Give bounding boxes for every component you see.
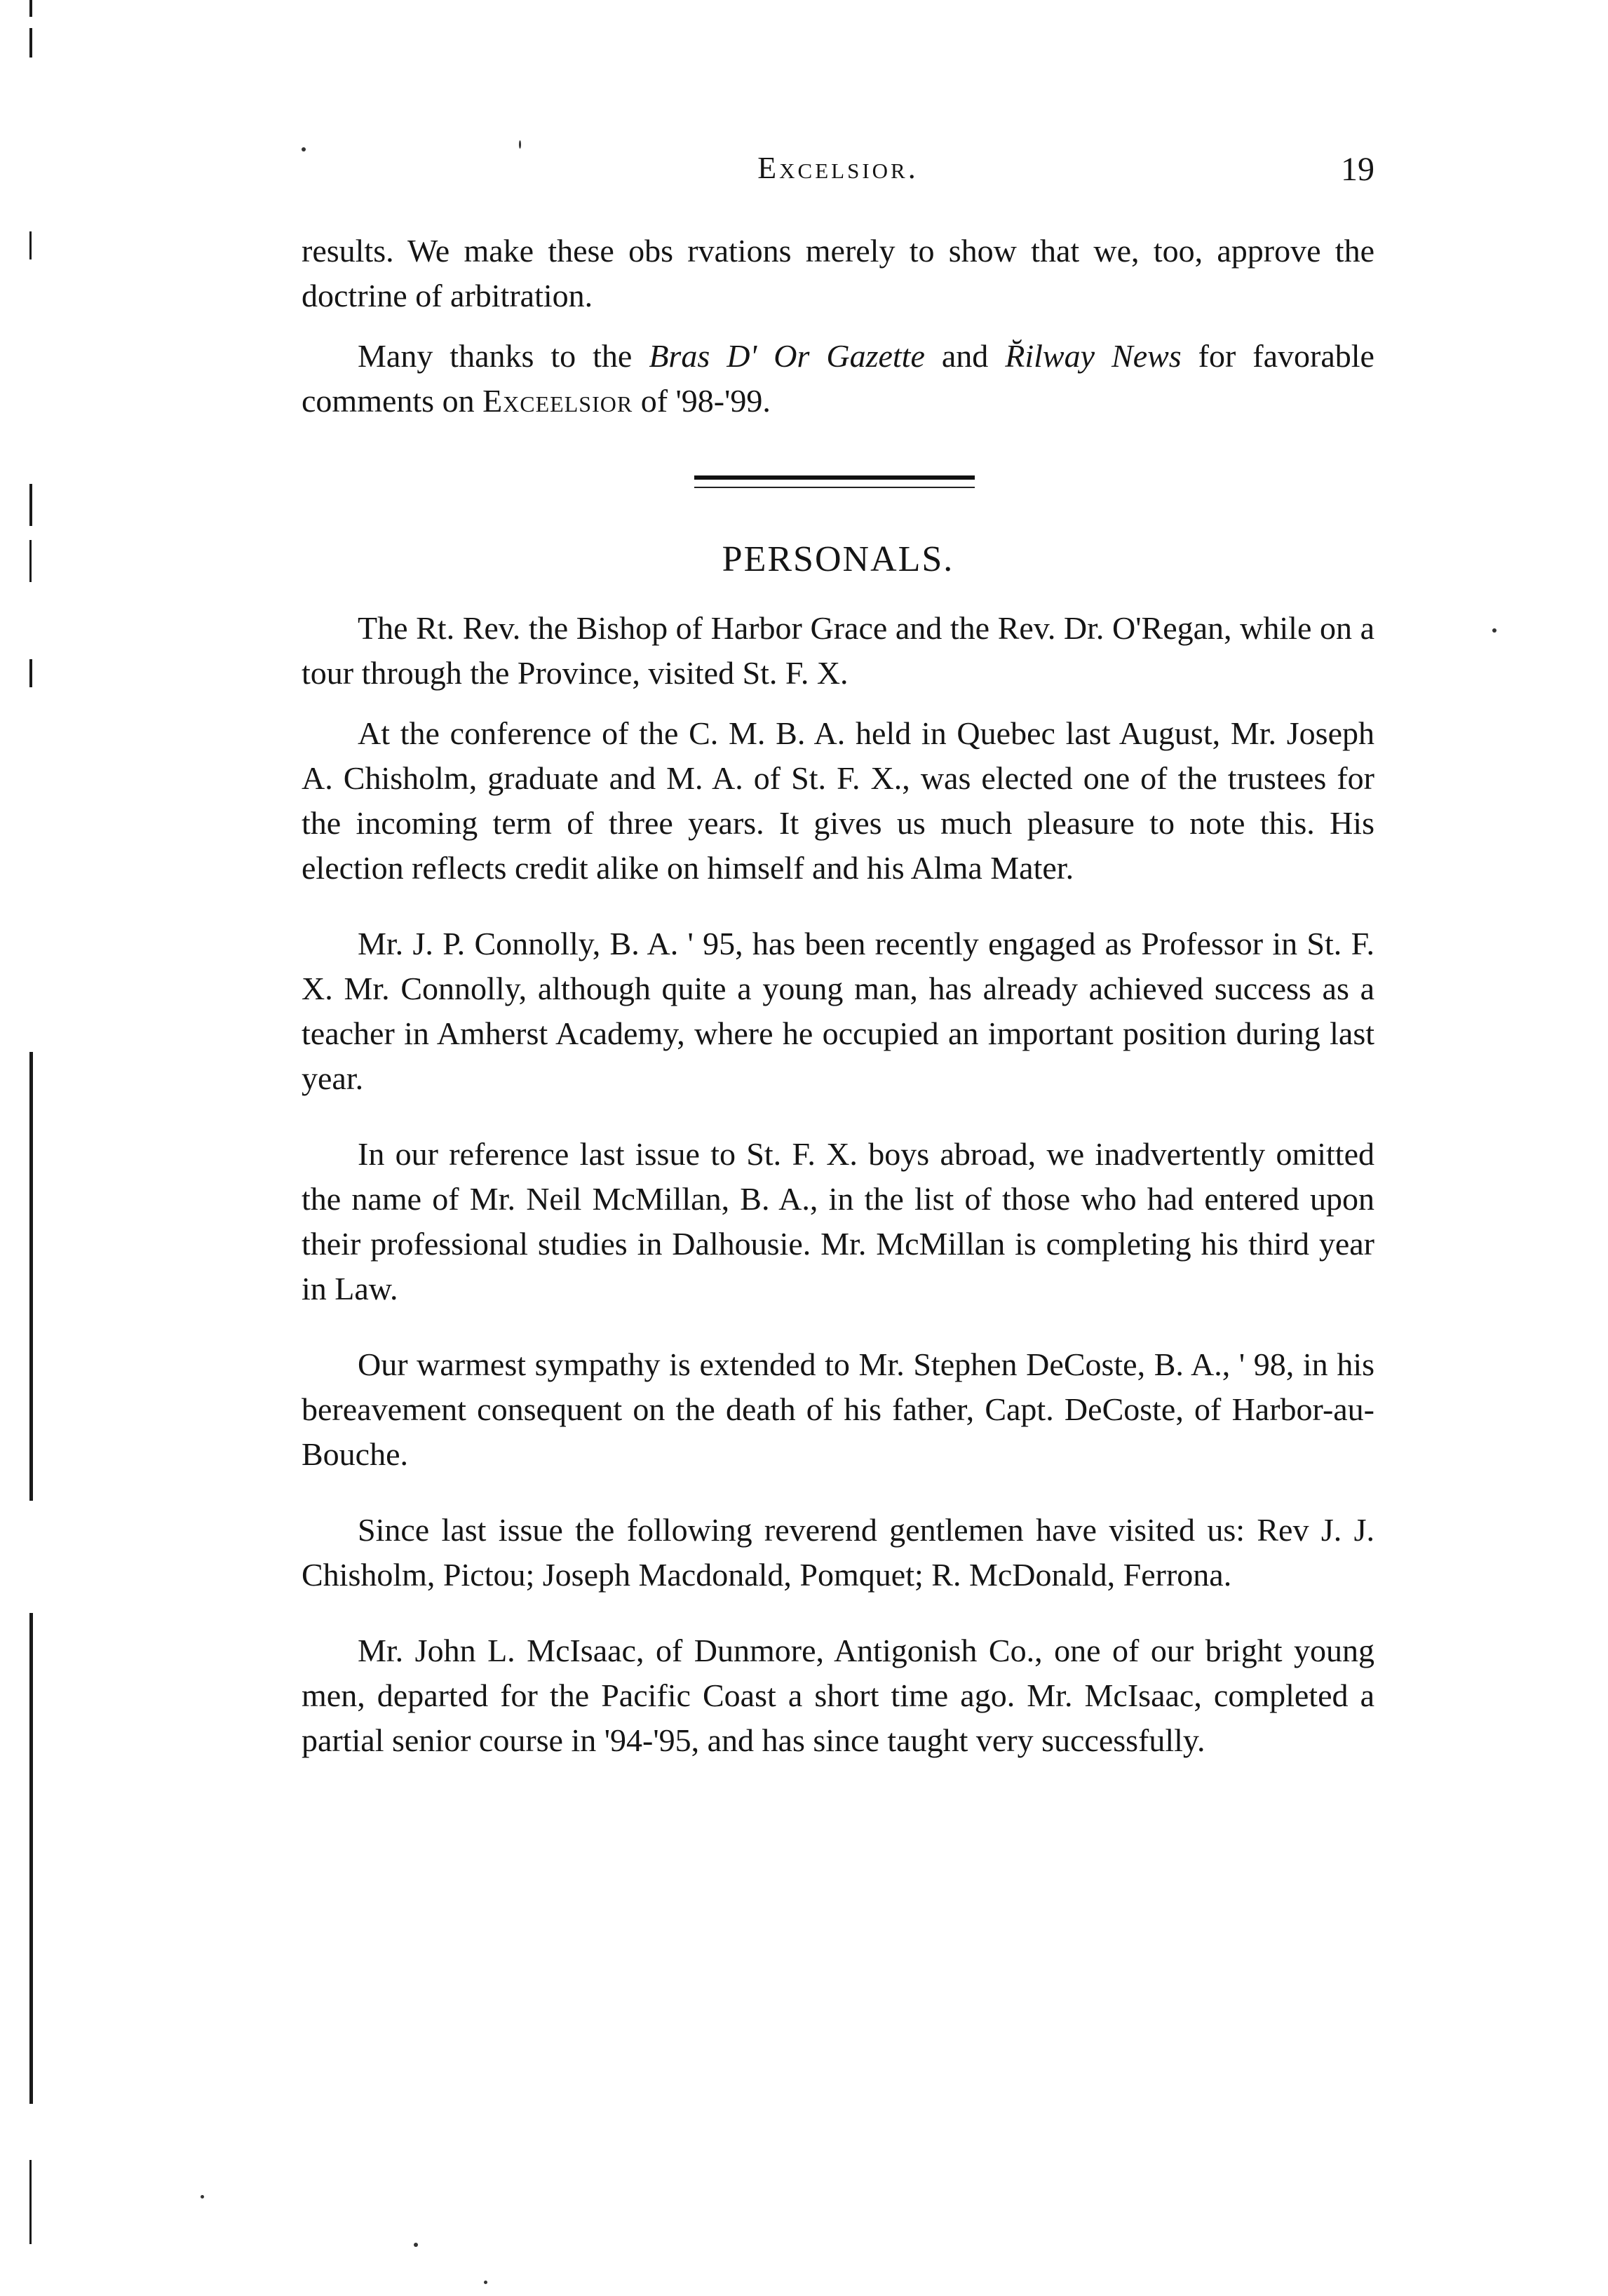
- intro-text: [302, 229, 1374, 439]
- continued-paragraph: results. We make these obs rvations merely to show that we, too, approve the doctrine of arbitration.: [302, 233, 1374, 313]
- section-divider: [694, 475, 975, 488]
- thanks-text-3: for favorable comments on: [302, 338, 1374, 419]
- thanks-text-1: Many thanks to the: [358, 338, 649, 374]
- binding-edge: [24, 0, 39, 2296]
- personal-paragraph: At the conference of the C. M. B. A. held in Quebec last August, Mr. Joseph A. Chisholm, graduate and M. A. of St. F. X., was elected one of the trustees for the incoming term of three years. It gives us much pleasure to note this. His election reflects credit alike on himself and his Alma Mater.: [302, 715, 1374, 886]
- ink-speck: [414, 2243, 418, 2247]
- personal-paragraph: Mr. J. P. Connolly, B. A. ' 95, has been recently engaged as Professor in St. F. X. Mr. Connolly, although quite a young man, has already achieved success as a teacher in Amherst Academy, where he occupied an important position during last year.: [302, 926, 1374, 1096]
- personal-paragraph: The Rt. Rev. the Bishop of Harbor Grace and the Rev. Dr. O'Regan, while on a tour through the Province, visited St. F. X.: [302, 610, 1374, 691]
- ink-speck: [484, 2281, 487, 2284]
- newspaper-title: R̆ilway News: [1005, 338, 1182, 374]
- journal-name: Exceelsior: [482, 383, 633, 419]
- newspaper-title: Bras D' Or Gazette: [649, 338, 925, 374]
- section-heading: PERSONALS.: [722, 539, 954, 579]
- personal-paragraph: Mr. John L. McIsaac, of Dunmore, Antigonish Co., one of our bright young men, departed for the Pacific Coast a short time ago. Mr. McIsaac, completed a partial senior course in '94-'95, and has since taught very successfully.: [302, 1633, 1374, 1758]
- ink-speck: [1492, 628, 1496, 633]
- ink-speck: [201, 2195, 204, 2199]
- ink-speck: [519, 140, 521, 149]
- personals-text: [302, 606, 1374, 1778]
- personal-paragraph: Since last issue the following reverend gentlemen have visited us: Rev J. J. Chisholm, Pictou; Joseph Macdonald, Pomquet; R. McDonald, Ferrona.: [302, 1512, 1374, 1593]
- personal-paragraph: In our reference last issue to St. F. X. boys abroad, we inadvertently omitted the name of Mr. Neil McMillan, B. A., in the list of those who had entered upon their professional studies in Dalhousie. Mr. McMillan is completing his third year in Law.: [302, 1136, 1374, 1306]
- thanks-text-2: and: [924, 338, 1006, 374]
- page-number: 19: [1341, 151, 1374, 188]
- thanks-paragraph: [302, 334, 1374, 424]
- thanks-text-4: of '98-'99.: [633, 383, 771, 419]
- personal-paragraph: Our warmest sympathy is extended to Mr. Stephen DeCoste, B. A., ' 98, in his bereavement consequent on the death of his father, Capt. DeCoste, of Harbor-au-Bouche.: [302, 1346, 1374, 1472]
- page-header: [302, 150, 1374, 199]
- running-title: Excelsior.: [757, 151, 919, 185]
